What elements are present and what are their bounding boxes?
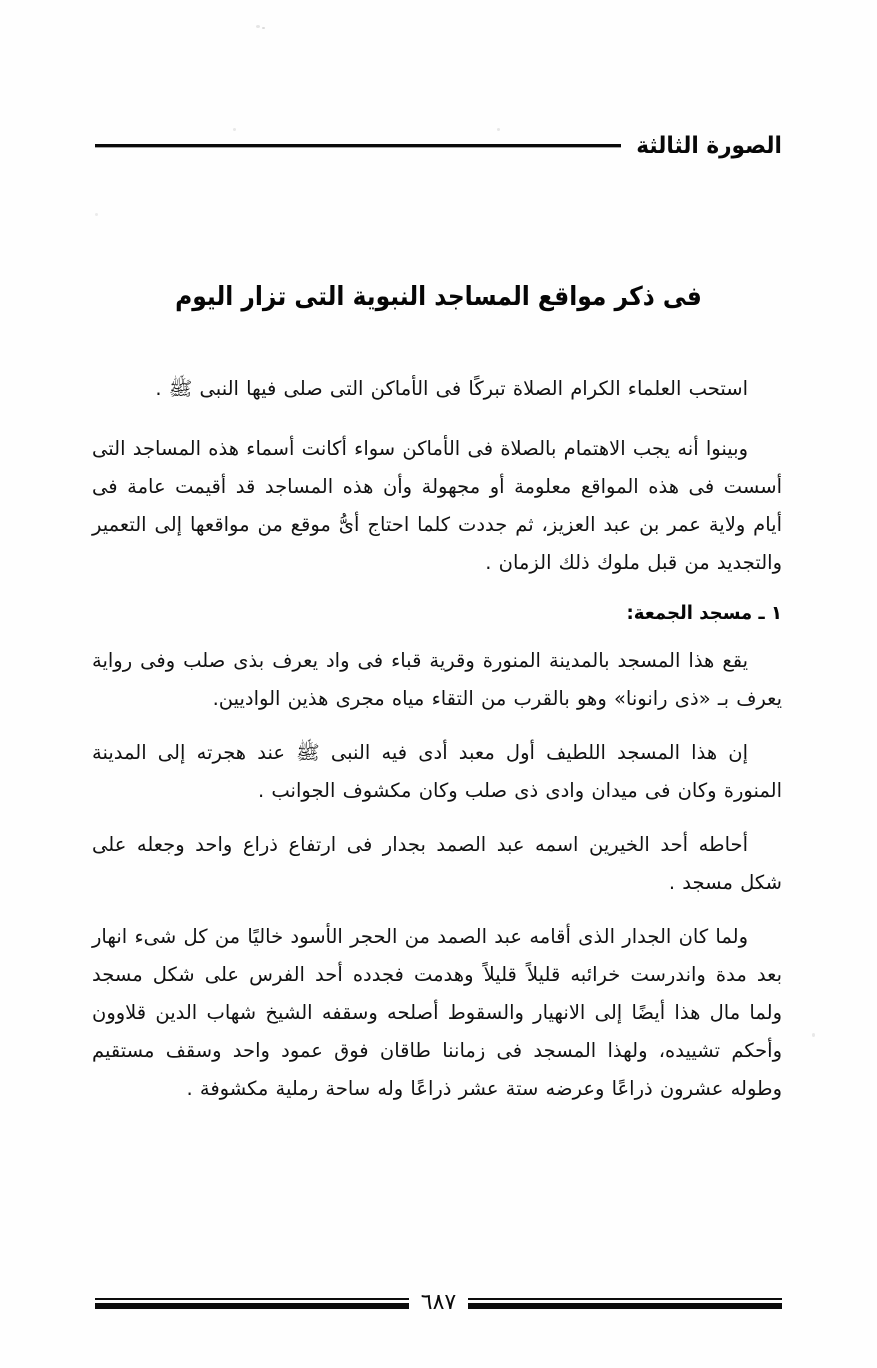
running-head <box>95 128 782 164</box>
body-paragraph: إن هذا المسجد اللطيف أول معبد أدى فيه النبى ﷺ عند هجرته إلى المدينة المنورة وكان فى ميدان وادى ذى صلب وكان مكشوف الجوانب . <box>92 741 782 802</box>
footer-rule-thick <box>468 1303 782 1309</box>
page-number: ٦٨٧ <box>420 1290 457 1315</box>
scan-artifact <box>95 213 98 216</box>
scan-artifact <box>256 25 260 28</box>
chapter-title: فى ذكر مواقع المساجد النبوية التى تزار اليوم <box>175 282 702 313</box>
body-paragraph: ولما كان الجدار الذى أقامه عبد الصمد من الحجر الأسود خاليًا من كل شىء انهار بعد مدة واندرست خرائبه قليلاً قليلاً وهدمت فجدده أحد الفرس على شكل مسجد ولما مال هذا أيضًا إلى الانهيار والسقوط أصلحه وسقفه الشيخ شهاب الدين قلاوون وأحكم تشييده، ولهذا المسجد فى زماننا طاقان فوق عمود واحد وسقف مستقيم وطوله عشرون ذراعًا وعرضه ستة عشر ذراعًا وله ساحة رملية مكشوفة . <box>92 925 782 1100</box>
body-paragraph: يقع هذا المسجد بالمدينة المنورة وقرية قباء فى واد يعرف بذى صلب وفى رواية يعرف بـ «ذى رانونا» وهو بالقرب من التقاء مياه مجرى هذين الواديين. <box>92 649 782 710</box>
scan-artifact <box>812 1033 815 1037</box>
footer-rule-thick <box>95 1303 409 1309</box>
footer-rule-thin <box>95 1298 409 1300</box>
running-head-rule <box>95 144 621 147</box>
running-head-title: الصورة الثالثة <box>636 132 782 159</box>
scan-artifact <box>262 27 265 29</box>
body-text-column <box>92 370 782 1124</box>
footer-rule-thin <box>468 1298 782 1300</box>
footer-rule-left <box>95 1298 409 1309</box>
section-heading: ١ ـ مسجد الجمعة: <box>626 602 782 624</box>
page-footer <box>95 1290 782 1316</box>
body-paragraph: أحاطه أحد الخيرين اسمه عبد الصمد بجدار فى ارتفاع ذراع واحد وجعله على شكل مسجد . <box>92 833 782 894</box>
body-paragraph: استحب العلماء الكرام الصلاة تبركًا فى الأماكن التى صلى فيها النبى ﷺ . <box>155 377 748 400</box>
body-paragraph: وبينوا أنه يجب الاهتمام بالصلاة فى الأماكن سواء أكانت أسماء هذه المساجد التى أسست فى هذه المواقع معلومة أو مجهولة وأن هذه المساجد قد أقيمت عامة فى أيام ولاية عمر بن عبد العزيز، ثم جددت كلما احتاج أىُّ موقع من مواقعها إلى التعمير والتجديد من قبل ملوك ذلك الزمان . <box>92 437 782 574</box>
footer-rule-right <box>468 1298 782 1309</box>
